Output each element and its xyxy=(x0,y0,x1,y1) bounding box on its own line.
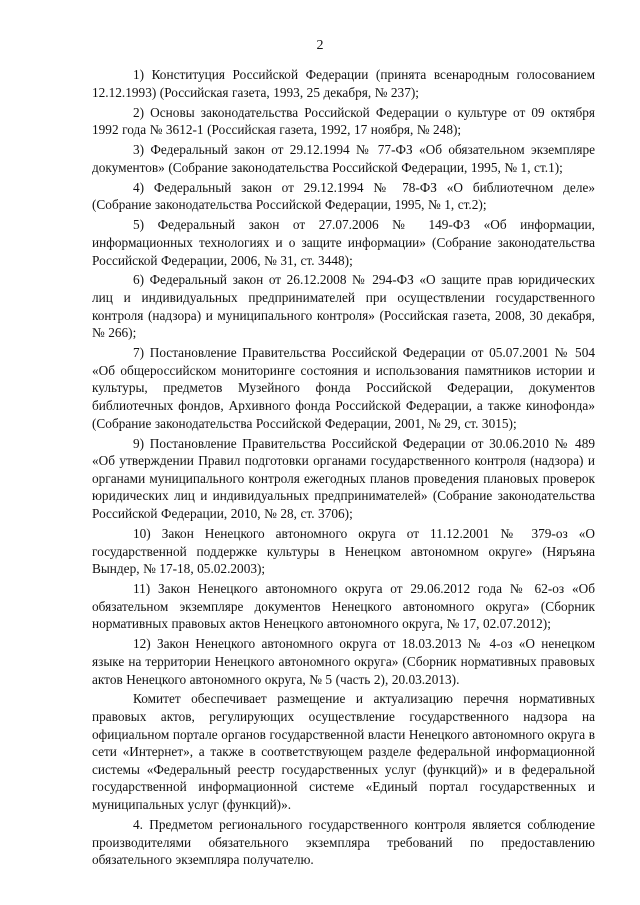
list-item-resolution-504: 7) Постановление Правительства Российской Федерации от 05.07.2001 № 504 «Об общероссийском мониторинге состояния и использования памятников истории и культуры, предметов Музейного фонда Российской Федерации, документов библиотечных фондов, Архивного фонда Российской Федерации, а также кинофонда» (Собрание законодательства Российской Федерации, 2001, № 29, ст. 3015); xyxy=(92,345,595,431)
list-item-resolution-489: 9) Постановление Правительства Российской Федерации от 30.06.2010 № 489 «Об утверждении Правил подготовки органами государственного контроля (надзора) и органами муниципального контроля ежегодных планов проведения плановых проверок юридических лиц и индивидуальных предпринимателей» (Собрание законодательства Российской Федерации, 2010, № 28, ст. 3706); xyxy=(92,435,595,521)
list-item-constitution: 1) Конституция Российской Федерации (принята всенародным голосованием 12.12.1993) (Российская газета, 1993, 25 декабря, № 237); xyxy=(92,67,595,100)
list-item-nao-law-379: 10) Закон Ненецкого автономного округа от 11.12.2001 № 379-оз «О государственной поддержке культуры в Ненецком автономном округе» (Няръяна Вындер, № 17-18, 05.02.2003); xyxy=(92,525,595,577)
list-item-law-78-fz: 4) Федеральный закон от 29.12.1994 № 78-ФЗ «О библиотечном деле» (Собрание законодательства Российской Федерации, 1995, № 1, ст.2); xyxy=(92,179,595,213)
list-item-nao-law-4: 12) Закон Ненецкого автономного округа от 18.03.2013 № 4-оз «О ненецком языке на территории Ненецкого автономного округа» (Сборник нормативных правовых актов Ненецкого автономного округа, № 5 (часть 2), 20.03.2013). xyxy=(92,636,595,687)
section-4-paragraph: 4. Предметом регионального государственного контроля является соблюдение производителями обязательного экземпляра требований по предоставлению обязательного экземпляра получателю. xyxy=(92,817,595,868)
list-item-law-294-fz: 6) Федеральный закон от 26.12.2008 № 294-ФЗ «О защите прав юридических лиц и индивидуальных предпринимателей при осуществлении государственного контроля (надзора) и муниципального контроля» (Российская газета, 2008, 30 декабря, № 266); xyxy=(92,272,595,341)
list-item-law-77-fz: 3) Федеральный закон от 29.12.1994 № 77-ФЗ «Об обязательном экземпляре документов» (Собрание законодательства Российской Федерации, 1995, № 1, ст.1); xyxy=(92,142,595,175)
list-item-law-149-fz: 5) Федеральный закон от 27.07.2006 № 149-ФЗ «Об информации, информационных технологиях и о защите информации» (Собрание законодательства Российской Федерации, 2006, № 31, ст. 3448); xyxy=(92,217,595,268)
document-body xyxy=(92,66,595,871)
list-item-nao-law-62: 11) Закон Ненецкого автономного округа от 29.06.2012 года № 62-оз «Об обязательном экземпляре документов Ненецкого автономного округа» (Сборник нормативных правовых актов Ненецкого автономного округа, № 17, 02.07.2012); xyxy=(92,581,595,632)
page-number: 2 xyxy=(316,38,324,53)
list-item-culture-law-basics: 2) Основы законодательства Российской Федерации о культуре от 09 октября 1992 года № 3612-1 (Российская газета, 1992, 17 ноября, № 248); xyxy=(92,104,595,138)
committee-paragraph: Комитет обеспечивает размещение и актуализацию перечня нормативных правовых актов, регулирующих осуществление государственного надзора на официальном портале органов государственной власти Ненецкого автономного округа в сети «Интернет», а также в соответствующем разделе федеральной информационной системы «Федеральный реестр государственных услуг (функций)» и в федеральной государственной информационной системе «Единый портал государственных и муниципальных услуг (функций)». xyxy=(92,691,595,813)
